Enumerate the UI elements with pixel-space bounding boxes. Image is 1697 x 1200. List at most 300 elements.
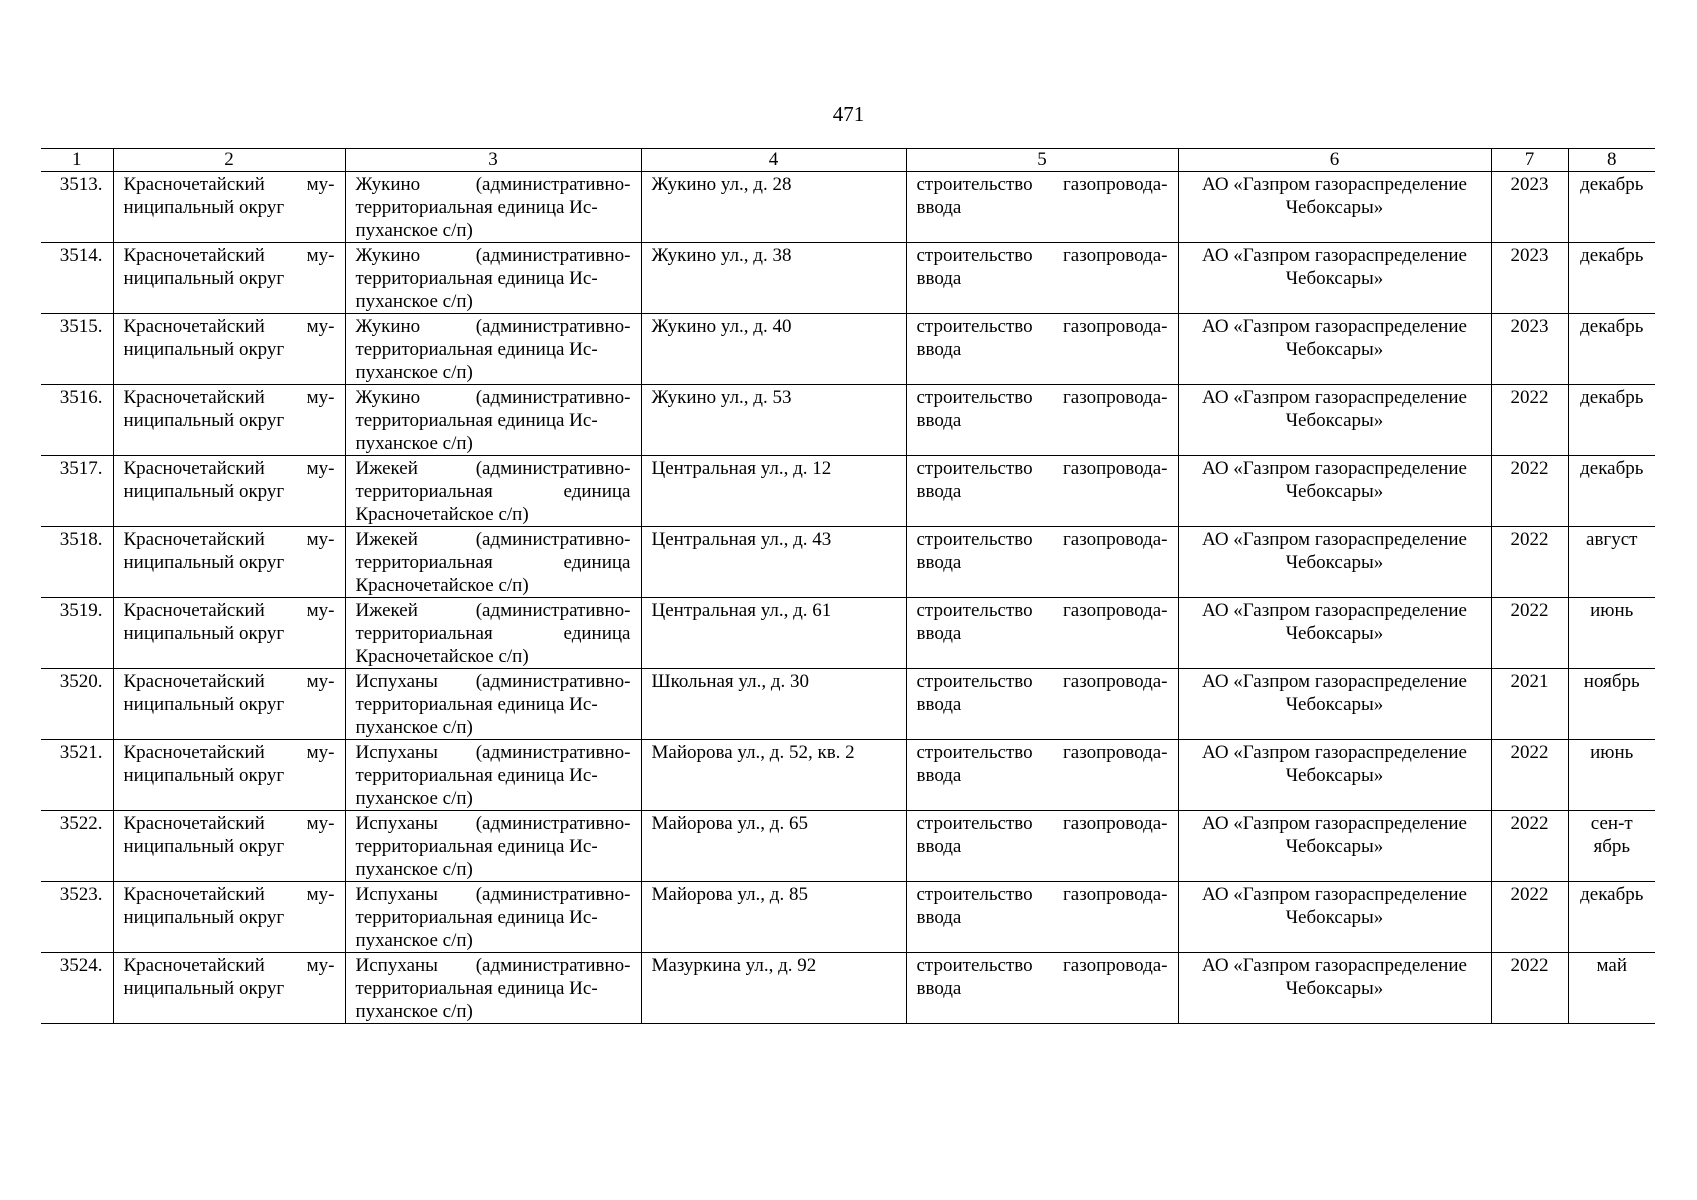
organization-line: Чебоксары» xyxy=(1285,836,1384,857)
work-line-end: газопровода- xyxy=(1062,316,1168,337)
district-line: ниципальный округ xyxy=(123,410,285,431)
place-line: пуханское с/п) xyxy=(355,859,473,880)
work-line-start: строительство xyxy=(916,316,1033,337)
work-cell xyxy=(906,598,1178,669)
work-line xyxy=(917,457,1168,480)
place-line xyxy=(356,315,631,338)
place-line xyxy=(356,480,631,503)
district-cell xyxy=(113,243,345,314)
district-line xyxy=(124,599,335,622)
place-line-end: (административно- xyxy=(475,174,631,195)
place-line: пуханское с/п) xyxy=(355,717,473,738)
organization-cell xyxy=(1178,527,1491,598)
district-line-start: Красночетайский xyxy=(123,174,265,195)
district-line: ниципальный округ xyxy=(123,623,285,644)
place-line-end: (административно- xyxy=(475,955,631,976)
column-header: 7 xyxy=(1491,149,1568,172)
district-line-end: му- xyxy=(306,742,335,763)
organization-line: АО «Газпром газораспределение xyxy=(1202,813,1467,834)
place-line xyxy=(356,551,631,574)
place-cell xyxy=(345,811,641,882)
place-line: пуханское с/п) xyxy=(355,362,473,383)
place-line xyxy=(356,528,631,551)
column-header: 3 xyxy=(345,149,641,172)
work-cell xyxy=(906,740,1178,811)
month-text: декабрь xyxy=(1580,316,1644,337)
place-cell xyxy=(345,669,641,740)
work-line xyxy=(917,954,1168,977)
place-line-text xyxy=(356,480,631,503)
district-line-start: Красночетайский xyxy=(123,458,265,479)
place-line-start: Испуханы xyxy=(355,884,438,905)
place-cell xyxy=(345,385,641,456)
place-line-end: (административно- xyxy=(475,387,631,408)
district-line-end: му- xyxy=(306,529,335,550)
district-line: ниципальный округ xyxy=(123,481,285,502)
district-line-end: му- xyxy=(306,884,335,905)
organization-line: Чебоксары» xyxy=(1285,481,1384,502)
work-line-start: строительство xyxy=(916,174,1033,195)
organization-cell xyxy=(1178,314,1491,385)
column-header: 8 xyxy=(1607,149,1617,170)
page-number: 471 xyxy=(832,102,865,126)
work-line-end: газопровода- xyxy=(1062,387,1168,408)
organization-cell xyxy=(1178,669,1491,740)
district-line-end: му- xyxy=(306,671,335,692)
month-cell xyxy=(1568,882,1655,953)
month-text: июнь xyxy=(1590,742,1634,763)
place-line: Красночетайское с/п) xyxy=(355,504,529,525)
address-cell: Жукино ул., д. 40 xyxy=(641,314,906,385)
place-line-end: (административно- xyxy=(475,600,631,621)
table-row xyxy=(41,314,1655,385)
place-word: единица xyxy=(563,481,631,502)
row-number: 3519. xyxy=(41,598,113,669)
work-line-start: строительство xyxy=(916,600,1033,621)
district-line: ниципальный округ xyxy=(123,836,285,857)
year-cell: 2023 xyxy=(1491,172,1568,243)
place-word: территориальная xyxy=(355,552,493,573)
place-line xyxy=(356,386,631,409)
place-line xyxy=(356,622,631,645)
work-line-start: строительство xyxy=(916,458,1033,479)
work-line: ввода xyxy=(916,197,962,218)
year-cell: 2022 xyxy=(1491,456,1568,527)
district-line xyxy=(124,883,335,906)
organization-line: Чебоксары» xyxy=(1285,623,1384,644)
table-row xyxy=(41,527,1655,598)
place-line-start: Жукино xyxy=(355,316,421,337)
place-line-end: (административно- xyxy=(475,316,631,337)
row-number: 3524. xyxy=(41,953,113,1024)
year-cell: 2022 xyxy=(1491,740,1568,811)
month-cell xyxy=(1568,953,1655,1024)
month-cell xyxy=(1568,385,1655,456)
row-number: 3514. xyxy=(41,243,113,314)
work-line xyxy=(917,386,1168,409)
place-line-end: (административно- xyxy=(475,458,631,479)
work-cell xyxy=(906,527,1178,598)
year-cell: 2021 xyxy=(1491,669,1568,740)
table-row xyxy=(41,669,1655,740)
work-line xyxy=(917,812,1168,835)
row-number: 3521. xyxy=(41,740,113,811)
organization-line: Чебоксары» xyxy=(1285,978,1384,999)
year-cell: 2023 xyxy=(1491,314,1568,385)
month-cell xyxy=(1568,669,1655,740)
place-line: пуханское с/п) xyxy=(355,220,473,241)
year-cell: 2022 xyxy=(1491,953,1568,1024)
place-line-start: Испуханы xyxy=(355,955,438,976)
address-cell: Центральная ул., д. 43 xyxy=(641,527,906,598)
place-line: пуханское с/п) xyxy=(355,930,473,951)
work-cell xyxy=(906,953,1178,1024)
district-line: ниципальный округ xyxy=(123,552,285,573)
month-cell xyxy=(1568,243,1655,314)
year-cell: 2022 xyxy=(1491,385,1568,456)
place-line-start: Жукино xyxy=(355,174,421,195)
column-header: 4 xyxy=(641,149,906,172)
address-cell: Майорова ул., д. 52, кв. 2 xyxy=(641,740,906,811)
work-line xyxy=(917,883,1168,906)
month-text: декабрь xyxy=(1580,245,1644,266)
month-line: сен-тябрь xyxy=(1590,813,1633,857)
month-cell xyxy=(1568,314,1655,385)
work-line xyxy=(917,244,1168,267)
district-cell xyxy=(113,740,345,811)
organization-cell xyxy=(1178,953,1491,1024)
place-line-end: (административно- xyxy=(475,529,631,550)
row-number: 3520. xyxy=(41,669,113,740)
district-line-end: му- xyxy=(306,387,335,408)
organization-line: Чебоксары» xyxy=(1285,410,1384,431)
table-row xyxy=(41,456,1655,527)
district-line xyxy=(124,812,335,835)
address-cell: Центральная ул., д. 61 xyxy=(641,598,906,669)
place-line-start: Жукино xyxy=(355,387,421,408)
organization-line: АО «Газпром газораспределение xyxy=(1202,387,1467,408)
work-line xyxy=(917,528,1168,551)
place-line xyxy=(356,457,631,480)
work-line: ввода xyxy=(916,907,962,928)
place-line xyxy=(356,812,631,835)
organization-line: АО «Газпром газораспределение xyxy=(1202,884,1467,905)
month-cell xyxy=(1568,456,1655,527)
district-line-start: Красночетайский xyxy=(123,955,265,976)
district-line-start: Красночетайский xyxy=(123,316,265,337)
organization-line: АО «Газпром газораспределение xyxy=(1202,245,1467,266)
district-line-start: Красночетайский xyxy=(123,529,265,550)
district-line-start: Красночетайский xyxy=(123,245,265,266)
address-cell: Жукино ул., д. 28 xyxy=(641,172,906,243)
work-line: ввода xyxy=(916,836,962,857)
month-text: декабрь xyxy=(1580,458,1644,479)
district-line xyxy=(124,528,335,551)
place-line: территориальная единица Ис- xyxy=(355,907,598,928)
district-line: ниципальный округ xyxy=(123,268,285,289)
district-line xyxy=(124,741,335,764)
place-cell xyxy=(345,882,641,953)
place-line-start: Испуханы xyxy=(355,671,438,692)
address-cell: Школьная ул., д. 30 xyxy=(641,669,906,740)
place-cell xyxy=(345,172,641,243)
organization-line: АО «Газпром газораспределение xyxy=(1202,742,1467,763)
header-row xyxy=(41,149,1655,172)
district-cell xyxy=(113,598,345,669)
place-line xyxy=(356,599,631,622)
organization-cell xyxy=(1178,243,1491,314)
place-line-start: Испуханы xyxy=(355,813,438,834)
place-cell xyxy=(345,740,641,811)
district-line: ниципальный округ xyxy=(123,339,285,360)
district-cell xyxy=(113,953,345,1024)
row-number: 3517. xyxy=(41,456,113,527)
district-line-end: му- xyxy=(306,245,335,266)
district-cell xyxy=(113,314,345,385)
organization-cell xyxy=(1178,172,1491,243)
district-line-end: му- xyxy=(306,813,335,834)
place-line: территориальная единица Ис- xyxy=(355,197,598,218)
place-line-text xyxy=(356,551,631,574)
place-line xyxy=(356,883,631,906)
work-line: ввода xyxy=(916,410,962,431)
place-line: пуханское с/п) xyxy=(355,1001,473,1022)
district-line xyxy=(124,173,335,196)
district-cell xyxy=(113,811,345,882)
work-cell xyxy=(906,243,1178,314)
table-row xyxy=(41,385,1655,456)
work-line-start: строительство xyxy=(916,884,1033,905)
column-header: 6 xyxy=(1178,149,1491,172)
organization-line: АО «Газпром газораспределение xyxy=(1202,174,1467,195)
work-line-end: газопровода- xyxy=(1062,742,1168,763)
district-line xyxy=(124,670,335,693)
month-text: июнь xyxy=(1590,600,1634,621)
place-line xyxy=(356,670,631,693)
district-line-start: Красночетайский xyxy=(123,600,265,621)
place-line: пуханское с/п) xyxy=(355,433,473,454)
year-cell: 2023 xyxy=(1491,243,1568,314)
place-line xyxy=(356,954,631,977)
place-line-end: (административно- xyxy=(475,245,631,266)
organization-line: АО «Газпром газораспределение xyxy=(1202,316,1467,337)
district-line xyxy=(124,954,335,977)
row-number: 3523. xyxy=(41,882,113,953)
work-line: ввода xyxy=(916,268,962,289)
place-line-start: Испуханы xyxy=(355,742,438,763)
district-line xyxy=(124,386,335,409)
work-line-start: строительство xyxy=(916,742,1033,763)
address-cell: Жукино ул., д. 53 xyxy=(641,385,906,456)
organization-cell xyxy=(1178,598,1491,669)
work-line xyxy=(917,599,1168,622)
month-cell xyxy=(1568,527,1655,598)
organization-line: Чебоксары» xyxy=(1285,197,1384,218)
year-cell: 2022 xyxy=(1491,811,1568,882)
year-cell: 2022 xyxy=(1491,882,1568,953)
address-cell: Центральная ул., д. 12 xyxy=(641,456,906,527)
work-line-end: газопровода- xyxy=(1062,600,1168,621)
register-table xyxy=(41,148,1655,1024)
place-line-start: Ижекей xyxy=(355,529,418,550)
organization-line: Чебоксары» xyxy=(1285,268,1384,289)
place-line: пуханское с/п) xyxy=(355,291,473,312)
table-row xyxy=(41,882,1655,953)
place-line xyxy=(356,741,631,764)
work-cell xyxy=(906,172,1178,243)
month-text xyxy=(1579,812,1646,858)
organization-line: АО «Газпром газораспределение xyxy=(1202,529,1467,550)
district-line-start: Красночетайский xyxy=(123,884,265,905)
organization-line: Чебоксары» xyxy=(1285,552,1384,573)
work-line xyxy=(917,173,1168,196)
organization-cell xyxy=(1178,740,1491,811)
row-number: 3518. xyxy=(41,527,113,598)
address-cell: Мазуркина ул., д. 92 xyxy=(641,953,906,1024)
work-line xyxy=(917,315,1168,338)
organization-line: АО «Газпром газораспределение xyxy=(1202,955,1467,976)
row-number: 3522. xyxy=(41,811,113,882)
district-cell xyxy=(113,385,345,456)
district-line-start: Красночетайский xyxy=(123,813,265,834)
work-line xyxy=(917,741,1168,764)
district-cell xyxy=(113,527,345,598)
work-line xyxy=(917,670,1168,693)
district-line: ниципальный округ xyxy=(123,978,285,999)
place-line-end: (административно- xyxy=(475,671,631,692)
table-row xyxy=(41,172,1655,243)
organization-line: Чебоксары» xyxy=(1285,765,1384,786)
work-line-end: газопровода- xyxy=(1062,955,1168,976)
work-line: ввода xyxy=(916,765,962,786)
district-line xyxy=(124,315,335,338)
district-line-start: Красночетайский xyxy=(123,671,265,692)
place-cell xyxy=(345,456,641,527)
month-cell xyxy=(1568,740,1655,811)
district-line-end: му- xyxy=(306,600,335,621)
place-cell xyxy=(345,598,641,669)
work-line-start: строительство xyxy=(916,955,1033,976)
place-line: территориальная единица Ис- xyxy=(355,339,598,360)
place-word: территориальная xyxy=(355,623,493,644)
table-row xyxy=(41,243,1655,314)
work-cell xyxy=(906,456,1178,527)
place-cell xyxy=(345,314,641,385)
work-line-start: строительство xyxy=(916,245,1033,266)
district-line: ниципальный округ xyxy=(123,694,285,715)
organization-line: АО «Газпром газораспределение xyxy=(1202,458,1467,479)
month-cell xyxy=(1568,172,1655,243)
work-line-end: газопровода- xyxy=(1062,245,1168,266)
row-number: 3516. xyxy=(41,385,113,456)
district-line xyxy=(124,244,335,267)
work-cell xyxy=(906,314,1178,385)
work-line-end: газопровода- xyxy=(1062,884,1168,905)
district-cell xyxy=(113,669,345,740)
month-text: май xyxy=(1596,955,1627,976)
organization-line: Чебоксары» xyxy=(1285,694,1384,715)
row-number: 3513. xyxy=(41,172,113,243)
work-line: ввода xyxy=(916,552,962,573)
place-word: единица xyxy=(563,552,631,573)
place-word: территориальная xyxy=(355,481,493,502)
work-line-start: строительство xyxy=(916,529,1033,550)
organization-cell xyxy=(1178,456,1491,527)
district-line-end: му- xyxy=(306,955,335,976)
place-line: пуханское с/п) xyxy=(355,788,473,809)
district-line: ниципальный округ xyxy=(123,197,285,218)
district-cell xyxy=(113,882,345,953)
year-cell: 2022 xyxy=(1491,527,1568,598)
table-row xyxy=(41,811,1655,882)
organization-cell xyxy=(1178,385,1491,456)
place-line-start: Ижекей xyxy=(355,458,418,479)
work-line-end: газопровода- xyxy=(1062,174,1168,195)
work-line-end: газопровода- xyxy=(1062,529,1168,550)
work-line-end: газопровода- xyxy=(1062,813,1168,834)
work-line: ввода xyxy=(916,481,962,502)
work-line-start: строительство xyxy=(916,387,1033,408)
month-cell xyxy=(1568,811,1655,882)
organization-line: Чебоксары» xyxy=(1285,339,1384,360)
work-cell xyxy=(906,669,1178,740)
organization-line: АО «Газпром газораспределение xyxy=(1202,600,1467,621)
column-header: 1 xyxy=(41,149,113,172)
district-cell xyxy=(113,172,345,243)
place-line: Красночетайское с/п) xyxy=(355,575,529,596)
organization-line: АО «Газпром газораспределение xyxy=(1202,671,1467,692)
district-line-end: му- xyxy=(306,458,335,479)
table-row xyxy=(41,953,1655,1024)
place-cell xyxy=(345,527,641,598)
month-text: декабрь xyxy=(1580,884,1644,905)
work-line: ввода xyxy=(916,694,962,715)
month-text: ноябрь xyxy=(1583,671,1640,692)
district-line-start: Красночетайский xyxy=(123,387,265,408)
work-line-start: строительство xyxy=(916,671,1033,692)
address-cell: Жукино ул., д. 38 xyxy=(641,243,906,314)
place-line: территориальная единица Ис- xyxy=(355,694,598,715)
place-cell xyxy=(345,953,641,1024)
work-line: ввода xyxy=(916,339,962,360)
work-line-end: газопровода- xyxy=(1062,671,1168,692)
district-line xyxy=(124,457,335,480)
place-line-end: (административно- xyxy=(475,884,631,905)
place-line xyxy=(356,173,631,196)
place-line: территориальная единица Ис- xyxy=(355,836,598,857)
place-line-start: Жукино xyxy=(355,245,421,266)
district-cell xyxy=(113,456,345,527)
place-line xyxy=(356,244,631,267)
table-row xyxy=(41,598,1655,669)
district-line-start: Красночетайский xyxy=(123,742,265,763)
place-line-end: (административно- xyxy=(475,742,631,763)
work-line: ввода xyxy=(916,978,962,999)
month-cell xyxy=(1568,598,1655,669)
place-line-end: (административно- xyxy=(475,813,631,834)
district-line-end: му- xyxy=(306,174,335,195)
place-cell xyxy=(345,243,641,314)
organization-line: Чебоксары» xyxy=(1285,907,1384,928)
place-line: территориальная единица Ис- xyxy=(355,268,598,289)
place-word: единица xyxy=(563,623,631,644)
district-line: ниципальный округ xyxy=(123,765,285,786)
place-line-text xyxy=(356,622,631,645)
work-line: ввода xyxy=(916,623,962,644)
work-cell xyxy=(906,385,1178,456)
district-line: ниципальный округ xyxy=(123,907,285,928)
column-header: 5 xyxy=(906,149,1178,172)
